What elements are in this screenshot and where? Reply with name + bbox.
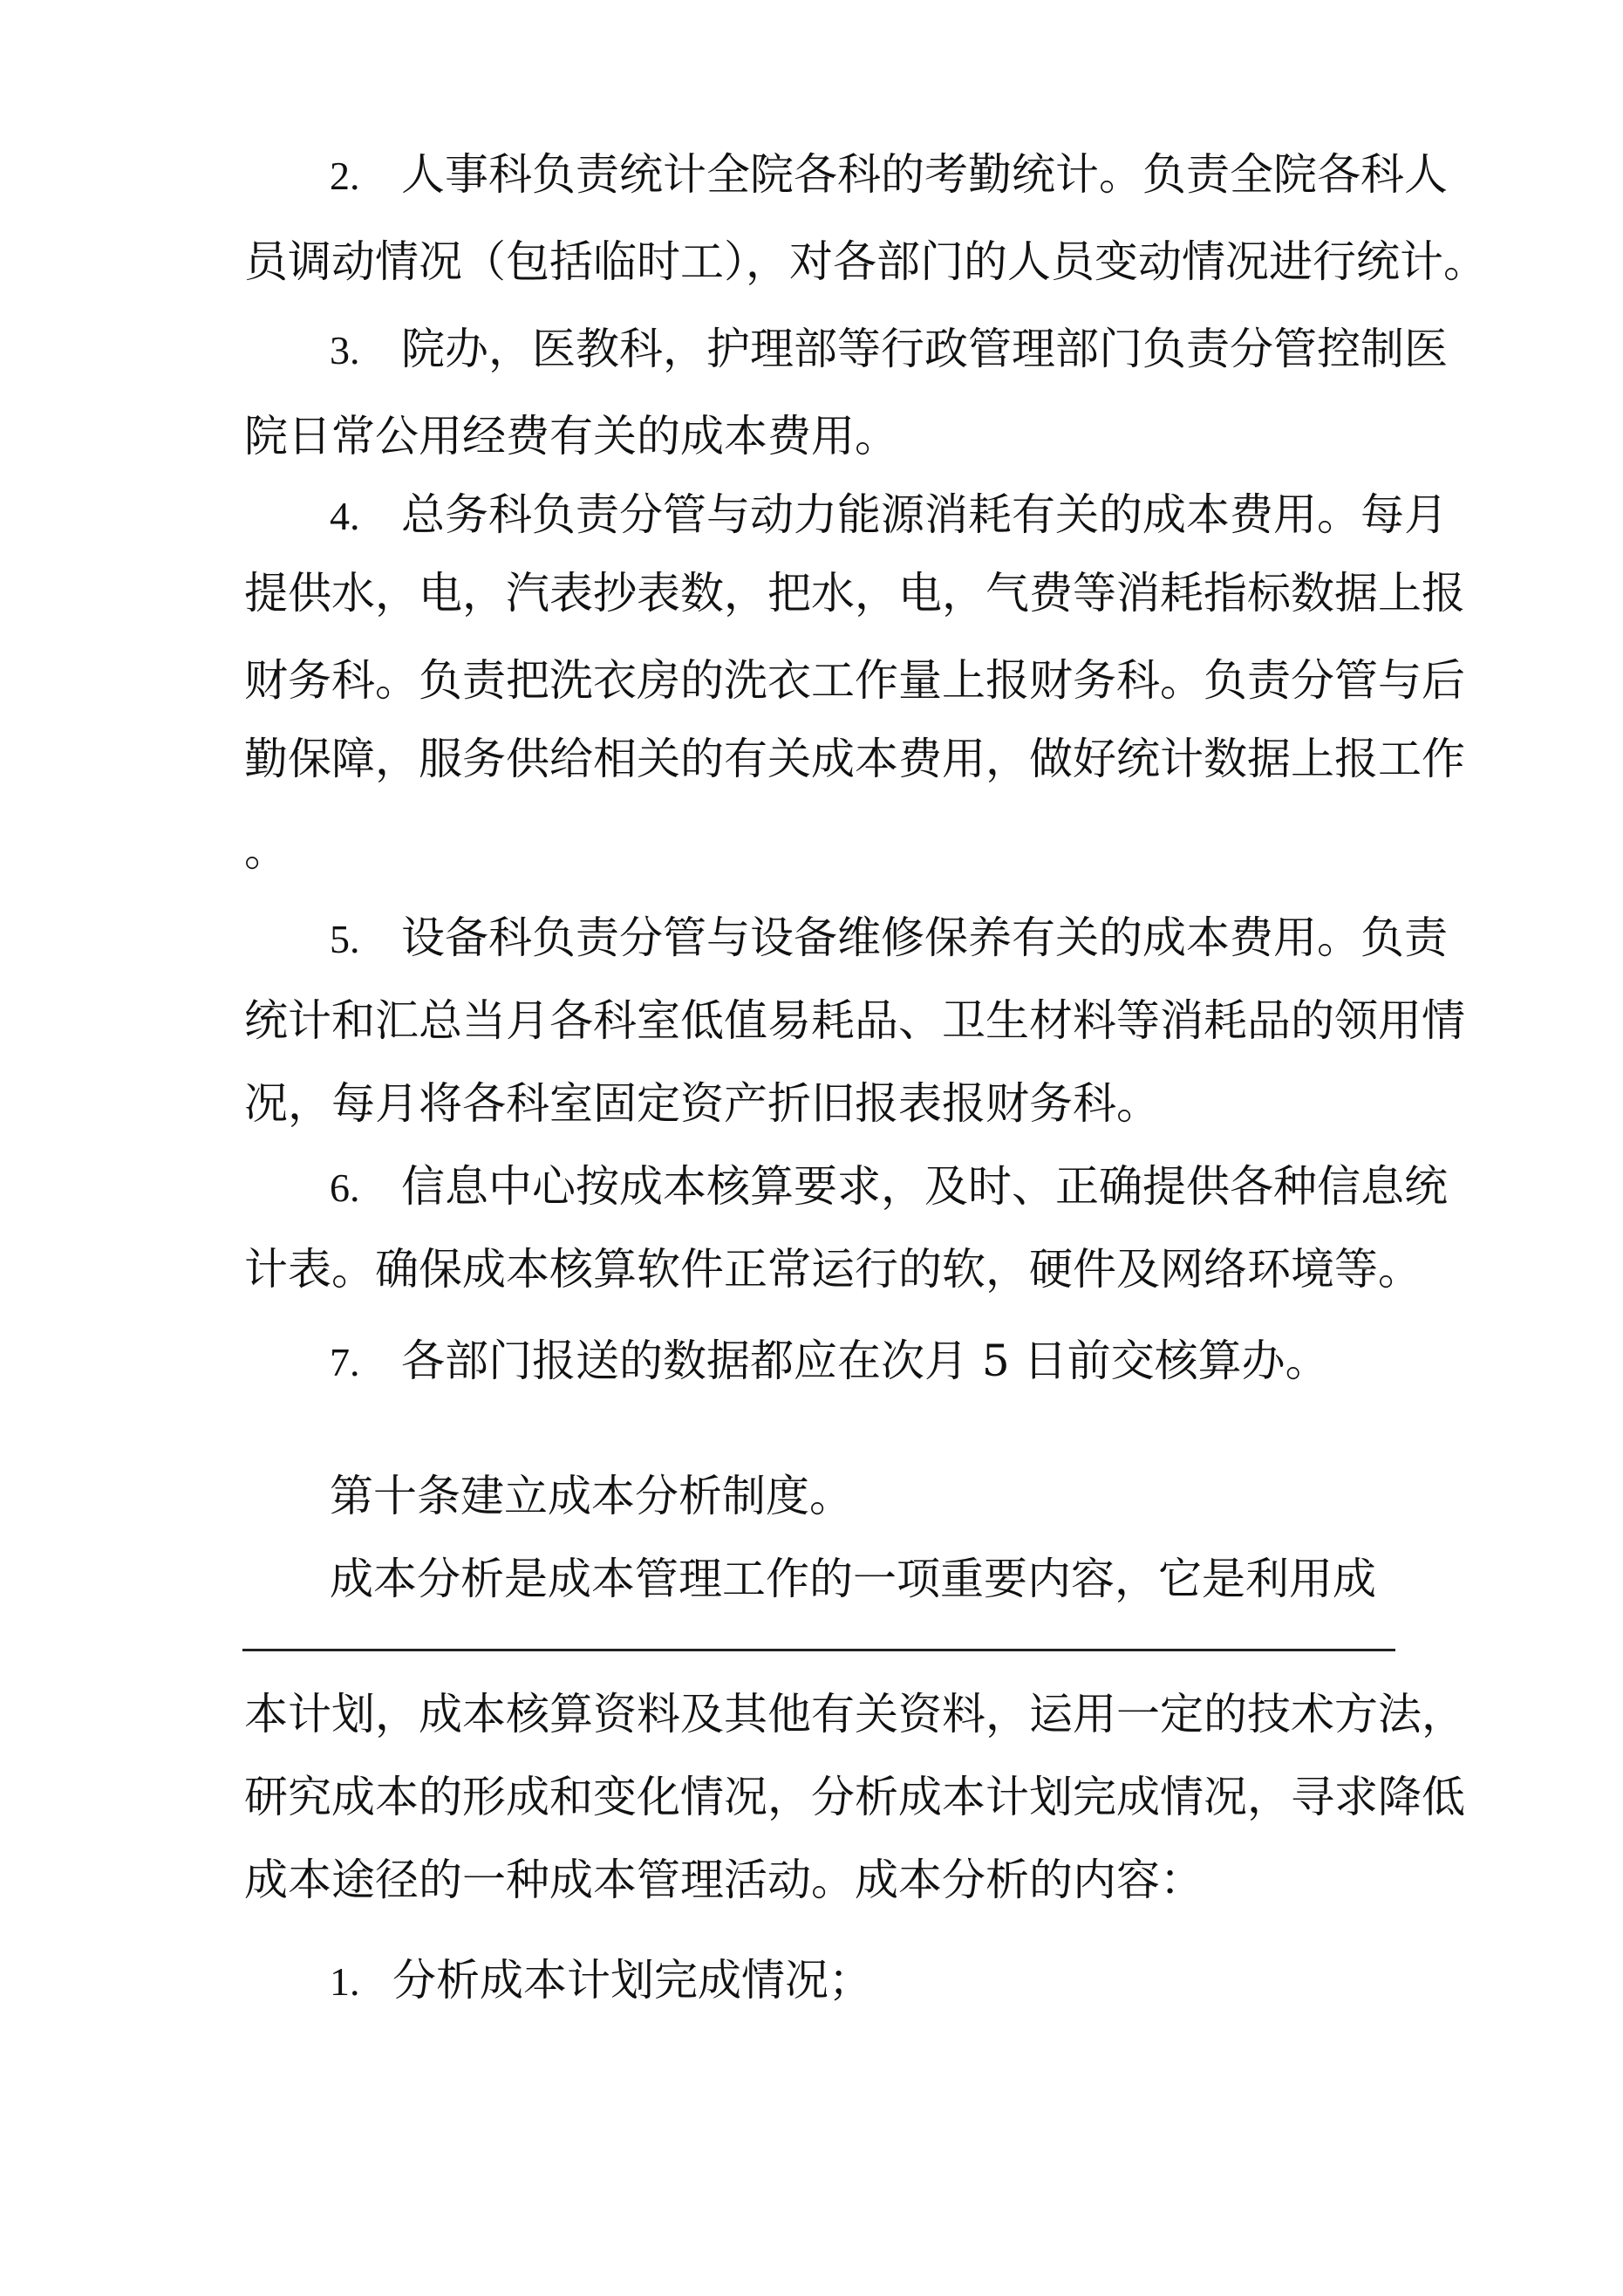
- item-7-first-line: [330, 1335, 1329, 1387]
- article-title: 第十条建立成本分析制度。: [330, 1471, 853, 1521]
- item-5-first-line: [330, 912, 1448, 964]
- item-3-first-line: [330, 323, 1448, 375]
- item-text: 人事科负责统计全院各科的考勤统计。负责全院各科人: [401, 149, 1448, 200]
- item-4-continuation: 提供水，电，汽表抄表数，把水，电，气费等消耗指标数据上报: [244, 568, 1465, 618]
- item-text: 各部门报送的数据都应在次月 5 日前交核算办。: [401, 1336, 1329, 1386]
- item-4-continuation: 财务科。负责把洗衣房的洗衣工作量上报财务科。负责分管与后: [244, 655, 1465, 706]
- item-number: 5.: [330, 917, 360, 961]
- paragraph-line: 成本分析是成本管理工作的一项重要内容，它是利用成: [330, 1554, 1376, 1604]
- item-5-continuation: 统计和汇总当月各科室低值易耗品、卫生材料等消耗品的领用情: [244, 995, 1465, 1046]
- item-2-continuation: 员调动情况（包括临时工），对各部门的人员变动情况进行统计。: [244, 236, 1487, 287]
- paragraph-line: 本计划，成本核算资料及其他有关资料，运用一定的技术方法，: [244, 1689, 1465, 1739]
- item-number: 2.: [330, 154, 360, 198]
- item-4-first-line: [330, 489, 1448, 541]
- item-text: 设备科负责分管与设备维修保养有关的成本费用。负责: [401, 912, 1448, 963]
- item-number: 4.: [330, 494, 360, 538]
- paragraph-line: 研究成本的形成和变化情况，分析成本计划完成情况，寻求降低: [244, 1772, 1465, 1822]
- item-text: 总务科负责分管与动力能源消耗有关的成本费用。每月: [401, 489, 1448, 540]
- item-number: 7.: [330, 1340, 360, 1384]
- horizontal-divider: [242, 1649, 1395, 1651]
- item-6-first-line: [330, 1160, 1448, 1213]
- analysis-item-1: [330, 1954, 872, 2006]
- item-3-continuation: 院日常公用经费有关的成本费用。: [244, 411, 898, 461]
- item-text: 信息中心按成本核算要求，及时、正确提供各种信息统: [401, 1161, 1448, 1212]
- item-6-continuation: 计表。确保成本核算软件正常运行的软，硬件及网络环境等。: [244, 1244, 1422, 1295]
- item-text: 院办，医教科，护理部等行政管理部门负责分管控制医: [401, 324, 1448, 374]
- item-4-continuation: 。: [244, 825, 288, 876]
- paragraph-line: 成本途径的一种成本管理活动。成本分析的内容：: [244, 1855, 1204, 1905]
- item-text: 分析成本计划完成情况；: [392, 1955, 872, 2006]
- item-number: 6.: [330, 1165, 360, 1210]
- item-number: 3.: [330, 328, 360, 372]
- item-5-continuation: 况，每月将各科室固定资产折旧报表报财务科。: [244, 1078, 1160, 1129]
- item-4-continuation: 勤保障，服务供给相关的有关成本费用，做好统计数据上报工作: [244, 734, 1465, 784]
- item-2-first-line: [330, 148, 1448, 201]
- item-number: 1.: [330, 1959, 360, 2004]
